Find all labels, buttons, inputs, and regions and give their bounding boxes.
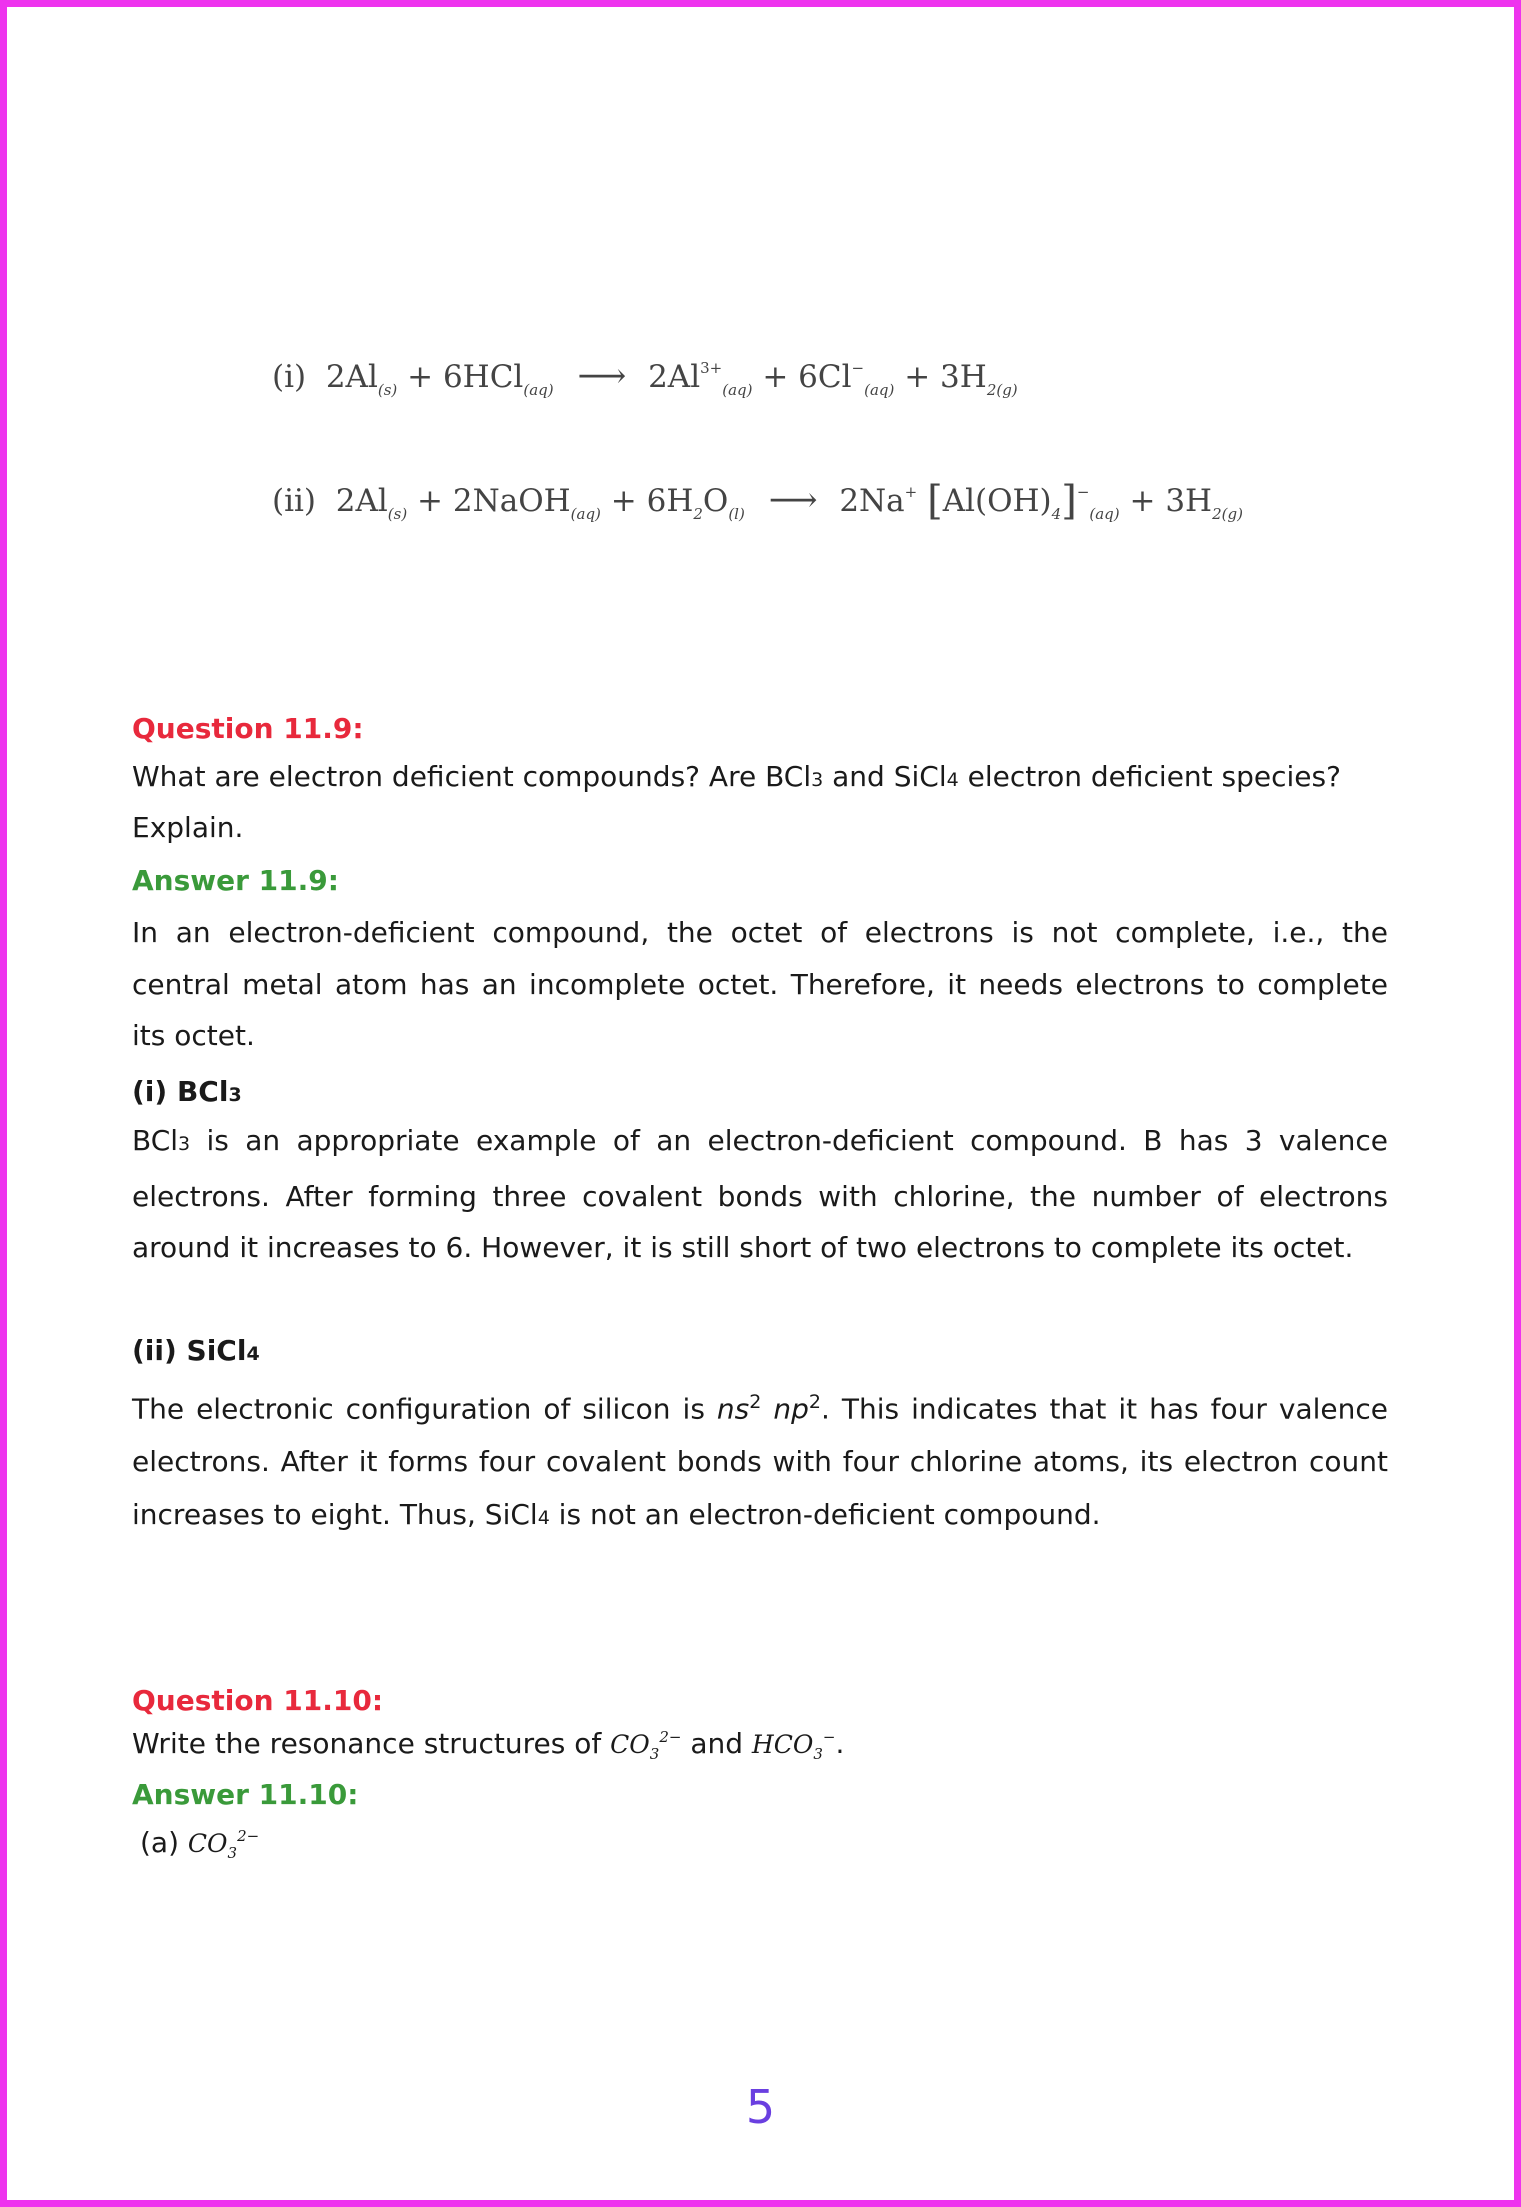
carbonate-formula-answer bbox=[187, 1827, 260, 1862]
part2-body-b: . This indicates that it has four valence electrons. After it forms four covalent bonds with four chlorine atoms, its electron count increases to eight. Thus, SiCl bbox=[132, 1392, 1388, 1532]
q9-sub-4: 4 bbox=[946, 769, 959, 791]
q10-and: and bbox=[681, 1727, 752, 1760]
eq2-complex: Al(OH) bbox=[942, 483, 1052, 519]
page-number: 5 bbox=[745, 2080, 776, 2134]
eq2-reactant-2-state: (aq) bbox=[570, 505, 601, 523]
part1-bcl: BCl bbox=[132, 1124, 179, 1157]
eq1-reactant-1: 2Al bbox=[325, 359, 378, 395]
eq1-product-2-charge: − bbox=[851, 359, 865, 377]
eq1-product-3-state: 2(g) bbox=[986, 381, 1018, 399]
part1-body: is an appropriate example of an electron-deficient compound. B has 3 valence electrons. After forming three covalent bonds with chlorine, the number of electrons around it increases to 6. However, it is still short of two electrons to complete its octet. bbox=[132, 1124, 1388, 1264]
a10-part-a-label: (a) bbox=[140, 1826, 188, 1859]
equation-1-label: (i) bbox=[272, 359, 307, 395]
eq1-reactant-2-state: (aq) bbox=[523, 381, 554, 399]
eq2-reactant-1: 2Al bbox=[335, 483, 388, 519]
part2-ns-sup: 2 bbox=[749, 1391, 762, 1413]
hco-sup: − bbox=[822, 1728, 836, 1746]
part2-sub-4: 4 bbox=[246, 1343, 260, 1365]
eq2-reactant-3-state: (l) bbox=[728, 505, 745, 523]
eq1-product-3: 3H bbox=[940, 359, 987, 395]
part2-np-sup: 2 bbox=[808, 1391, 821, 1413]
eq2-reactant-2: 2NaOH bbox=[452, 483, 571, 519]
co-text: CO bbox=[610, 1730, 650, 1759]
part1-sub-3: 3 bbox=[228, 1084, 242, 1106]
equation-2: (ii) $2Al_{(s)}$ + 2NaOH$_{(aq)}$ + $6H_2O_{(l)}$ ⟶ 2Na+ $[Al(OH)_4]^-_{(aq)} + 3H_{2(g)}$ bbox=[272, 478, 1243, 524]
co-sup: 2− bbox=[659, 1728, 682, 1746]
answer-11-9-part2-heading bbox=[132, 1334, 260, 1367]
eq1-reactant-2: 6HCl bbox=[442, 359, 524, 395]
q9-sub-3: 3 bbox=[811, 769, 824, 791]
eq2-product-1-charge: + bbox=[904, 483, 918, 501]
q9-text-b: and SiCl bbox=[823, 760, 947, 793]
equation-2-label: (ii) bbox=[272, 483, 317, 519]
eq2-reactant-3-o: O bbox=[702, 483, 729, 519]
co-sub-answer: 3 bbox=[227, 1844, 238, 1862]
carbonate-formula bbox=[610, 1728, 682, 1763]
co-sup-answer: 2− bbox=[237, 1827, 260, 1845]
eq2-complex-state: (aq) bbox=[1089, 505, 1120, 523]
part1-label: (i) BCl bbox=[132, 1075, 229, 1108]
eq2-reactant-1-state: (s) bbox=[387, 505, 408, 523]
part2-text-sub-4: 4 bbox=[537, 1507, 550, 1530]
right-bracket-icon: ] bbox=[1061, 478, 1077, 524]
co-sub: 3 bbox=[649, 1745, 660, 1763]
reaction-arrow-icon: ⟶ bbox=[577, 356, 625, 396]
eq2-reactant-3: 6H bbox=[646, 483, 694, 519]
part2-body-a: The electronic configuration of silicon is bbox=[132, 1392, 717, 1426]
eq1-product-1: 2Al bbox=[648, 359, 701, 395]
equation-1: (i) $2Al_{(s)} + 6HCl_{(aq)}$ ⟶ $2Al^{3+}_{(aq)} + 6Cl^-_{(aq)} + 3H_{2(g)}$ bbox=[272, 356, 1018, 399]
eq2-product-3-state: 2(g) bbox=[1212, 505, 1243, 523]
eq1-product-2-state: (aq) bbox=[864, 381, 895, 399]
bicarbonate-formula bbox=[751, 1728, 836, 1763]
q10-end: . bbox=[835, 1727, 845, 1760]
answer-11-9-part1-text bbox=[132, 1115, 1388, 1274]
left-bracket-icon: [ bbox=[927, 478, 943, 524]
part1-text-sub-3: 3 bbox=[178, 1133, 191, 1155]
part2-body-c: is not an electron-deficient compound. bbox=[549, 1498, 1101, 1532]
answer-11-10-heading: Answer 11.10: bbox=[132, 1778, 359, 1811]
eq2-complex-charge: − bbox=[1076, 483, 1090, 501]
eq1-product-2: 6Cl bbox=[798, 359, 852, 395]
answer-11-10-part-a bbox=[140, 1826, 259, 1862]
eq2-product-1: 2Na bbox=[839, 483, 905, 519]
answer-11-9-heading: Answer 11.9: bbox=[132, 864, 339, 897]
reaction-arrow-icon: ⟶ bbox=[768, 480, 816, 520]
question-11-9-text-line-1 bbox=[132, 760, 1341, 793]
q10-text-a: Write the resonance structures of bbox=[132, 1727, 611, 1760]
q9-text-a: What are electron deficient compounds? Are BCl bbox=[132, 760, 812, 793]
q9-text-c: electron deficient species? bbox=[958, 760, 1341, 793]
eq2-product-3: 3H bbox=[1165, 483, 1213, 519]
hco-sub: 3 bbox=[813, 1745, 823, 1763]
question-11-10-heading: Question 11.10: bbox=[132, 1684, 384, 1717]
co-text-answer: CO bbox=[187, 1829, 228, 1858]
eq2-reactant-3-sub: 2 bbox=[693, 505, 703, 523]
eq2-complex-sub: 4 bbox=[1051, 505, 1062, 523]
part2-ns: ns bbox=[716, 1392, 750, 1426]
part2-label: (ii) SiCl bbox=[132, 1334, 247, 1367]
answer-11-9-part2-text bbox=[132, 1376, 1388, 1545]
answer-11-9-intro: In an electron-deficient compound, the octet of electrons is not complete, i.e., the central metal atom has an incomplete octet. Therefore, it needs electrons to complete its octet. bbox=[132, 916, 1388, 1052]
part2-np: np bbox=[773, 1392, 809, 1426]
question-11-9-heading: Question 11.9: bbox=[132, 712, 364, 745]
eq1-reactant-1-state: (s) bbox=[377, 381, 398, 399]
hco-text: HCO bbox=[751, 1730, 814, 1759]
eq1-product-1-charge: 3+ bbox=[700, 359, 723, 377]
eq1-product-1-state: (aq) bbox=[722, 381, 753, 399]
question-11-10-text bbox=[132, 1727, 844, 1763]
answer-11-9-part1-heading bbox=[132, 1075, 242, 1108]
question-11-9-text-line-2: Explain. bbox=[132, 811, 244, 844]
